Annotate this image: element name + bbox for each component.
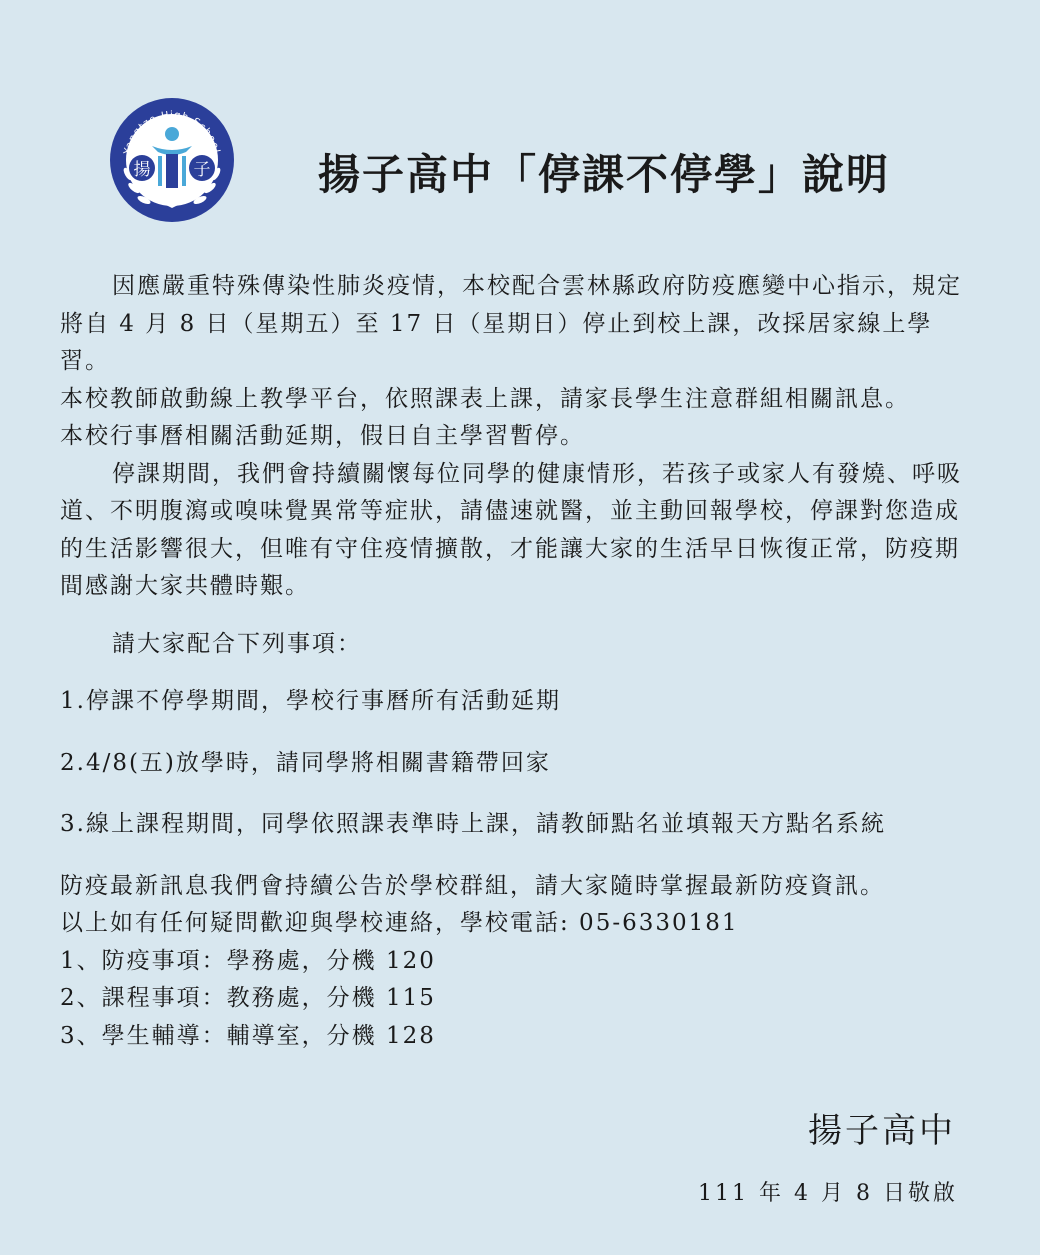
list-item: 3.線上課程期間，同學依照課表準時上課，請教師點名並填報天方點名系統 bbox=[60, 811, 886, 837]
closing-updates: 防疫最新訊息我們會持續公告於學校群組，請大家隨時掌握最新防疫資訊。 bbox=[60, 872, 885, 899]
list-item: 1.停課不停學期間，學校行事曆所有活動延期 bbox=[60, 688, 561, 714]
list-intro: 請大家配合下列事項： bbox=[112, 630, 362, 657]
notice-body bbox=[60, 268, 980, 1055]
school-logo bbox=[108, 96, 236, 224]
paragraph-health: 停課期間，我們會持續關懷每位同學的健康情形，若孩子或家人有發燒、呼吸道、不明腹瀉或嗅味覺異常等症狀，請儘速就醫，並主動回報學校，停課對您造成的生活影響很大，但唯有守住疫情擴散，才能讓大家的生活早日恢復正常，防疫期間感謝大家共體時艱。 bbox=[60, 460, 962, 599]
paragraph-platform: 本校教師啟動線上教學平台，依照課表上課，請家長學生注意群組相關訊息。 bbox=[60, 385, 910, 412]
signature: 揚子高中 bbox=[808, 1111, 956, 1151]
contact-item: 2、課程事項：教務處，分機 115 bbox=[60, 985, 436, 1011]
page-title: 揚子高中「停課不停學」說明 bbox=[318, 150, 891, 199]
contact-item: 3、學生輔導：輔導室，分機 128 bbox=[60, 1022, 436, 1049]
instruction-list bbox=[60, 683, 980, 844]
closing-contact: 以上如有任何疑問歡迎與學校連絡，學校電話: 05-6330181 bbox=[60, 910, 739, 936]
logo-right-char: 子 bbox=[193, 160, 211, 180]
list-item: 2.4/8(五)放學時，請同學將相關書籍帶回家 bbox=[60, 749, 551, 776]
contact-item: 1、防疫事項：學務處，分機 120 bbox=[60, 947, 436, 974]
logo-ring-text: Yangtze High School bbox=[122, 109, 222, 156]
paragraph-calendar: 本校行事曆相關活動延期，假日自主學習暫停。 bbox=[60, 423, 585, 449]
paragraph-intro: 因應嚴重特殊傳染性肺炎疫情，本校配合雲林縣政府防疫應變中心指示，規定將自 4 月 8 日（星期五）至 17 日（星期日）停止到校上課，改採居家線上學習。 bbox=[60, 273, 962, 374]
issue-date: 111 年 4 月 8 日敬啟 bbox=[698, 1181, 958, 1206]
logo-left-char: 揚 bbox=[133, 160, 151, 180]
